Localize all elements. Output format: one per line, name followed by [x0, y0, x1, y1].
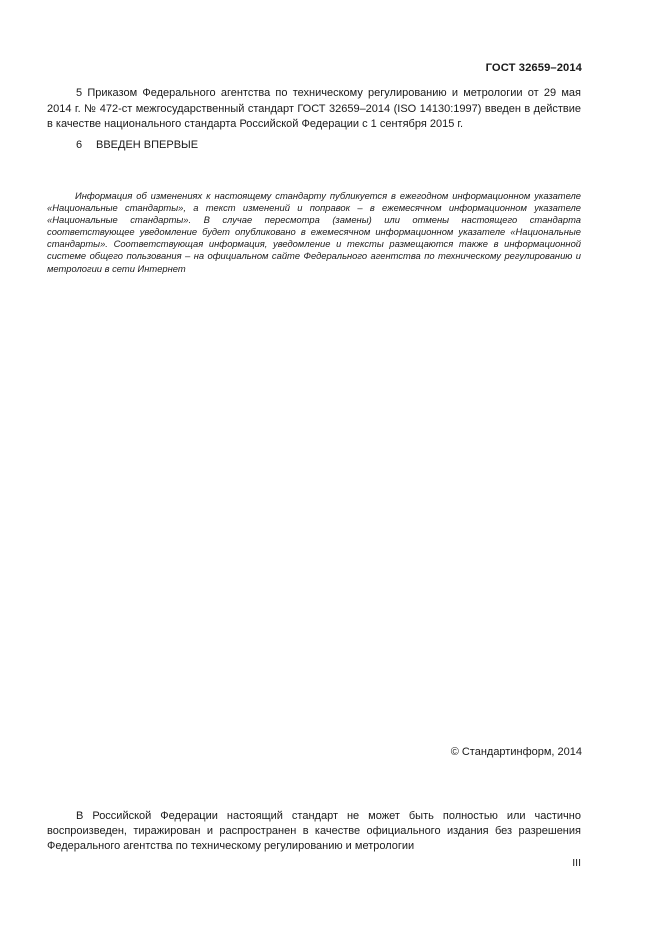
reproduction-notice: В Российской Федерации настоящий стандарт не может быть полностью или частично воспроизведен, тиражирован и распространен в качестве официального издания без разрешения Федерального агентства по техническому регулированию и метрологии — [47, 810, 581, 852]
copyright-line: © Стандартинформ, 2014 — [450, 746, 582, 758]
item-6-paragraph — [76, 138, 198, 154]
item-5-paragraph: 5 Приказом Федерального агентства по техническому регулированию и метрологии от 29 мая 2014 г. № 472-ст межгосударственный стандарт ГОСТ 32659–2014 (ISO 14130:1997) введен в действие в качестве национального стандарта Российской Федерации с 1 сентября 2015 г. — [47, 87, 581, 130]
page-number: III — [572, 857, 581, 869]
item-6-number: 6 — [76, 139, 83, 151]
item-6-text: ВВЕДЕН ВПЕРВЫЕ — [96, 139, 199, 151]
standard-code-header: ГОСТ 32659–2014 — [485, 62, 582, 74]
amendments-info-notice: Информация об изменениях к настоящему стандарту публикуется в ежегодном информационном указателе «Национальные стандарты», а текст изменений и поправок – в ежемесячном информационном указателе «Национальные стандарты». В случае пересмотра (замены) или отмены настоящего стандарта соответствующее уведомление будет опубликовано в ежемесячном информационном указателе «Национальные стандарты». Соответствующая информация, уведомление и тексты размещаются также в информационной системе общего пользования – на официальном сайте Федерального агентства по техническому регулированию и метрологии в сети Интернет — [47, 190, 581, 274]
